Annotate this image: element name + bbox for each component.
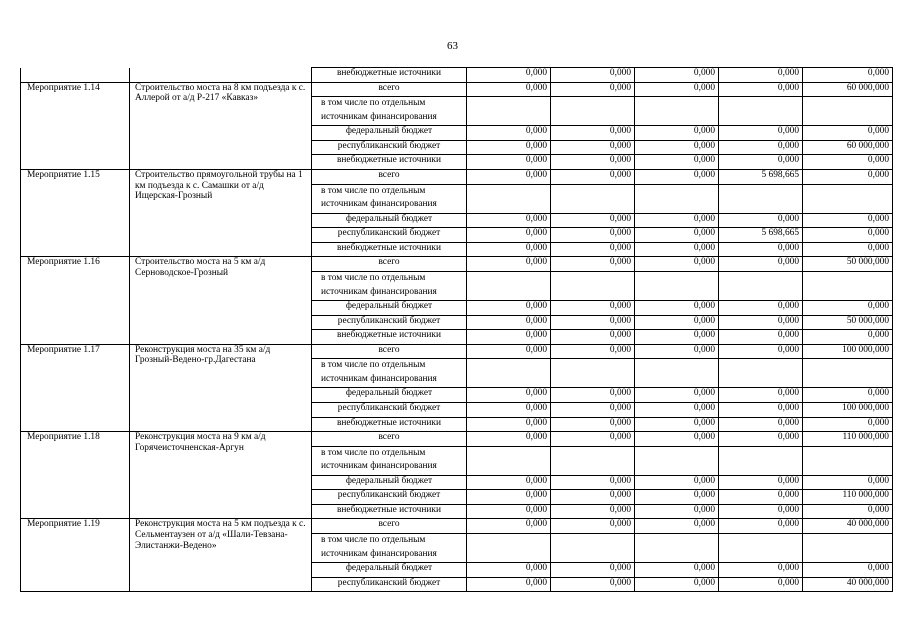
value-cell: 0,000 xyxy=(803,563,893,578)
value-cell xyxy=(803,534,893,563)
value-cell: 0,000 xyxy=(467,417,551,432)
measure-id: Мероприятие 1.19 xyxy=(21,519,130,592)
value-cell: 0,000 xyxy=(467,300,551,315)
value-cell: 0,000 xyxy=(551,519,635,534)
value-cell: 0,000 xyxy=(719,344,803,359)
source-cell: федеральный бюджет xyxy=(312,300,467,315)
source-cell: в том числе по отдельным источникам финансирования xyxy=(312,271,467,300)
value-cell: 0,000 xyxy=(803,388,893,403)
measure-description: Строительство прямоугольной трубы на 1 км подъезда к с. Самашки от а/д Ищерская-Грозный xyxy=(130,169,312,256)
value-cell: 0,000 xyxy=(551,300,635,315)
value-cell xyxy=(467,359,551,388)
value-cell: 0,000 xyxy=(551,577,635,592)
source-cell: федеральный бюджет xyxy=(312,388,467,403)
source-cell: федеральный бюджет xyxy=(312,213,467,228)
value-cell: 0,000 xyxy=(719,402,803,417)
value-cell xyxy=(551,446,635,475)
value-cell xyxy=(803,184,893,213)
value-cell xyxy=(635,359,719,388)
source-cell: в том числе по отдельным источникам финансирования xyxy=(312,534,467,563)
source-cell: республиканский бюджет xyxy=(312,315,467,330)
value-cell xyxy=(719,184,803,213)
value-cell xyxy=(551,271,635,300)
value-cell: 40 000,000 xyxy=(803,577,893,592)
value-cell: 0,000 xyxy=(635,519,719,534)
table-body xyxy=(21,68,893,592)
table-row xyxy=(21,68,893,83)
value-cell: 0,000 xyxy=(551,388,635,403)
source-cell: внебюджетные источники xyxy=(312,242,467,257)
value-cell: 0,000 xyxy=(635,344,719,359)
value-cell: 0,000 xyxy=(635,504,719,519)
measure-id: Мероприятие 1.15 xyxy=(21,169,130,256)
measure-description: Строительство моста на 5 км а/д Серноводское-Грозный xyxy=(130,257,312,344)
value-cell: 0,000 xyxy=(635,68,719,83)
value-cell: 0,000 xyxy=(635,475,719,490)
value-cell xyxy=(467,534,551,563)
value-cell: 0,000 xyxy=(635,300,719,315)
value-cell: 0,000 xyxy=(635,417,719,432)
value-cell: 0,000 xyxy=(635,563,719,578)
value-cell: 0,000 xyxy=(635,228,719,243)
value-cell: 0,000 xyxy=(803,242,893,257)
measure-description: Реконструкция моста на 9 км а/д Горячеисточненская-Аргун xyxy=(130,432,312,519)
value-cell: 0,000 xyxy=(551,82,635,97)
value-cell xyxy=(719,446,803,475)
value-cell: 0,000 xyxy=(551,490,635,505)
value-cell xyxy=(467,184,551,213)
description-cell-empty xyxy=(130,68,312,83)
value-cell: 0,000 xyxy=(803,68,893,83)
value-cell: 0,000 xyxy=(635,330,719,345)
value-cell: 0,000 xyxy=(467,213,551,228)
value-cell: 60 000,000 xyxy=(803,140,893,155)
value-cell: 0,000 xyxy=(719,504,803,519)
value-cell: 0,000 xyxy=(803,169,893,184)
value-cell xyxy=(635,534,719,563)
value-cell: 0,000 xyxy=(467,504,551,519)
value-cell: 0,000 xyxy=(635,140,719,155)
value-cell xyxy=(803,271,893,300)
value-cell: 0,000 xyxy=(551,228,635,243)
value-cell: 0,000 xyxy=(719,519,803,534)
value-cell: 0,000 xyxy=(719,490,803,505)
value-cell: 0,000 xyxy=(467,82,551,97)
value-cell: 100 000,000 xyxy=(803,402,893,417)
value-cell: 0,000 xyxy=(719,330,803,345)
value-cell: 0,000 xyxy=(719,242,803,257)
value-cell: 0,000 xyxy=(803,213,893,228)
value-cell: 40 000,000 xyxy=(803,519,893,534)
source-cell: республиканский бюджет xyxy=(312,490,467,505)
source-cell: федеральный бюджет xyxy=(312,563,467,578)
source-cell: в том числе по отдельным источникам финансирования xyxy=(312,184,467,213)
source-cell: всего xyxy=(312,344,467,359)
value-cell: 0,000 xyxy=(635,169,719,184)
value-cell: 50 000,000 xyxy=(803,315,893,330)
value-cell: 0,000 xyxy=(635,432,719,447)
value-cell xyxy=(803,446,893,475)
value-cell: 0,000 xyxy=(635,257,719,272)
value-cell xyxy=(467,97,551,126)
value-cell: 0,000 xyxy=(803,228,893,243)
measure-description: Реконструкция моста на 35 км а/д Грозный-Ведено-гр.Дагестана xyxy=(130,344,312,431)
table-row xyxy=(21,432,893,447)
value-cell xyxy=(635,184,719,213)
measure-id: Мероприятие 1.18 xyxy=(21,432,130,519)
value-cell: 0,000 xyxy=(803,300,893,315)
value-cell: 0,000 xyxy=(719,82,803,97)
source-cell: всего xyxy=(312,257,467,272)
value-cell xyxy=(551,97,635,126)
value-cell: 0,000 xyxy=(803,475,893,490)
source-cell: федеральный бюджет xyxy=(312,126,467,141)
source-cell: республиканский бюджет xyxy=(312,228,467,243)
table-row xyxy=(21,519,893,534)
value-cell xyxy=(551,359,635,388)
source-cell: в том числе по отдельным источникам финансирования xyxy=(312,359,467,388)
value-cell: 0,000 xyxy=(467,315,551,330)
value-cell: 0,000 xyxy=(803,417,893,432)
value-cell: 0,000 xyxy=(719,213,803,228)
value-cell: 0,000 xyxy=(551,344,635,359)
source-cell: всего xyxy=(312,169,467,184)
source-cell: всего xyxy=(312,519,467,534)
source-cell: всего xyxy=(312,82,467,97)
value-cell: 0,000 xyxy=(467,432,551,447)
page-number: 63 xyxy=(447,40,458,52)
value-cell: 0,000 xyxy=(635,155,719,170)
value-cell: 0,000 xyxy=(467,563,551,578)
value-cell xyxy=(719,359,803,388)
value-cell xyxy=(803,359,893,388)
value-cell: 0,000 xyxy=(803,155,893,170)
value-cell: 0,000 xyxy=(467,490,551,505)
source-cell: республиканский бюджет xyxy=(312,140,467,155)
measure-description: Строительство моста на 8 км подъезда к с. Аллерой от а/д Р-217 «Кавказ» xyxy=(130,82,312,169)
value-cell: 110 000,000 xyxy=(803,432,893,447)
value-cell: 0,000 xyxy=(467,169,551,184)
value-cell: 0,000 xyxy=(635,82,719,97)
value-cell xyxy=(551,184,635,213)
value-cell: 0,000 xyxy=(551,257,635,272)
value-cell: 0,000 xyxy=(719,257,803,272)
measure-id: Мероприятие 1.16 xyxy=(21,257,130,344)
value-cell: 0,000 xyxy=(467,519,551,534)
value-cell: 0,000 xyxy=(551,169,635,184)
source-cell: в том числе по отдельным источникам финансирования xyxy=(312,97,467,126)
value-cell: 0,000 xyxy=(467,155,551,170)
value-cell xyxy=(719,97,803,126)
source-cell: республиканский бюджет xyxy=(312,577,467,592)
value-cell: 5 698,665 xyxy=(719,228,803,243)
value-cell: 0,000 xyxy=(551,315,635,330)
source-cell: в том числе по отдельным источникам финансирования xyxy=(312,446,467,475)
value-cell: 0,000 xyxy=(803,330,893,345)
value-cell: 0,000 xyxy=(551,213,635,228)
value-cell: 110 000,000 xyxy=(803,490,893,505)
value-cell: 0,000 xyxy=(551,68,635,83)
value-cell xyxy=(719,534,803,563)
value-cell: 0,000 xyxy=(635,213,719,228)
value-cell: 0,000 xyxy=(719,388,803,403)
value-cell: 0,000 xyxy=(719,577,803,592)
table-row xyxy=(21,344,893,359)
value-cell xyxy=(551,534,635,563)
value-cell: 100 000,000 xyxy=(803,344,893,359)
value-cell: 0,000 xyxy=(719,417,803,432)
value-cell: 0,000 xyxy=(467,475,551,490)
value-cell: 0,000 xyxy=(551,504,635,519)
value-cell: 50 000,000 xyxy=(803,257,893,272)
value-cell: 0,000 xyxy=(467,228,551,243)
table-row xyxy=(21,169,893,184)
value-cell: 0,000 xyxy=(719,155,803,170)
value-cell: 0,000 xyxy=(719,432,803,447)
value-cell: 0,000 xyxy=(719,126,803,141)
value-cell: 0,000 xyxy=(551,417,635,432)
value-cell: 0,000 xyxy=(719,140,803,155)
source-cell: внебюджетные источники xyxy=(312,68,467,83)
value-cell: 0,000 xyxy=(551,242,635,257)
value-cell xyxy=(467,446,551,475)
value-cell: 0,000 xyxy=(551,432,635,447)
source-cell: внебюджетные источники xyxy=(312,504,467,519)
value-cell: 0,000 xyxy=(551,126,635,141)
value-cell: 0,000 xyxy=(803,126,893,141)
value-cell: 0,000 xyxy=(635,126,719,141)
value-cell: 0,000 xyxy=(635,242,719,257)
value-cell xyxy=(719,271,803,300)
value-cell: 0,000 xyxy=(719,563,803,578)
value-cell: 0,000 xyxy=(551,140,635,155)
source-cell: всего xyxy=(312,432,467,447)
value-cell xyxy=(803,97,893,126)
value-cell: 0,000 xyxy=(803,504,893,519)
measure-id: Мероприятие 1.14 xyxy=(21,82,130,169)
financing-table xyxy=(20,67,893,592)
value-cell: 0,000 xyxy=(551,155,635,170)
measure-id: Мероприятие 1.17 xyxy=(21,344,130,431)
value-cell: 0,000 xyxy=(719,68,803,83)
source-cell: федеральный бюджет xyxy=(312,475,467,490)
value-cell: 0,000 xyxy=(467,68,551,83)
value-cell: 0,000 xyxy=(635,388,719,403)
value-cell: 5 698,665 xyxy=(719,169,803,184)
value-cell: 0,000 xyxy=(467,330,551,345)
source-cell: республиканский бюджет xyxy=(312,402,467,417)
measure-cell-empty xyxy=(21,68,130,83)
value-cell xyxy=(635,271,719,300)
value-cell xyxy=(635,97,719,126)
value-cell: 0,000 xyxy=(719,300,803,315)
value-cell: 0,000 xyxy=(635,402,719,417)
value-cell: 0,000 xyxy=(467,257,551,272)
value-cell: 0,000 xyxy=(551,330,635,345)
value-cell: 0,000 xyxy=(635,490,719,505)
value-cell xyxy=(635,446,719,475)
value-cell: 0,000 xyxy=(467,388,551,403)
value-cell: 0,000 xyxy=(551,402,635,417)
value-cell: 0,000 xyxy=(551,475,635,490)
value-cell: 60 000,000 xyxy=(803,82,893,97)
value-cell: 0,000 xyxy=(635,315,719,330)
table-row xyxy=(21,257,893,272)
value-cell: 0,000 xyxy=(719,475,803,490)
source-cell: внебюджетные источники xyxy=(312,417,467,432)
value-cell: 0,000 xyxy=(467,402,551,417)
value-cell: 0,000 xyxy=(719,315,803,330)
value-cell: 0,000 xyxy=(467,242,551,257)
value-cell: 0,000 xyxy=(551,563,635,578)
value-cell xyxy=(467,271,551,300)
source-cell: внебюджетные источники xyxy=(312,330,467,345)
value-cell: 0,000 xyxy=(467,577,551,592)
measure-description: Реконструкция моста на 5 км подъезда к с. Сельментаузен от а/д «Шали-Тевзана-Элистанжи-Ведено» xyxy=(130,519,312,592)
value-cell: 0,000 xyxy=(467,344,551,359)
source-cell: внебюджетные источники xyxy=(312,155,467,170)
value-cell: 0,000 xyxy=(467,140,551,155)
value-cell: 0,000 xyxy=(467,126,551,141)
value-cell: 0,000 xyxy=(635,577,719,592)
table-row xyxy=(21,82,893,97)
